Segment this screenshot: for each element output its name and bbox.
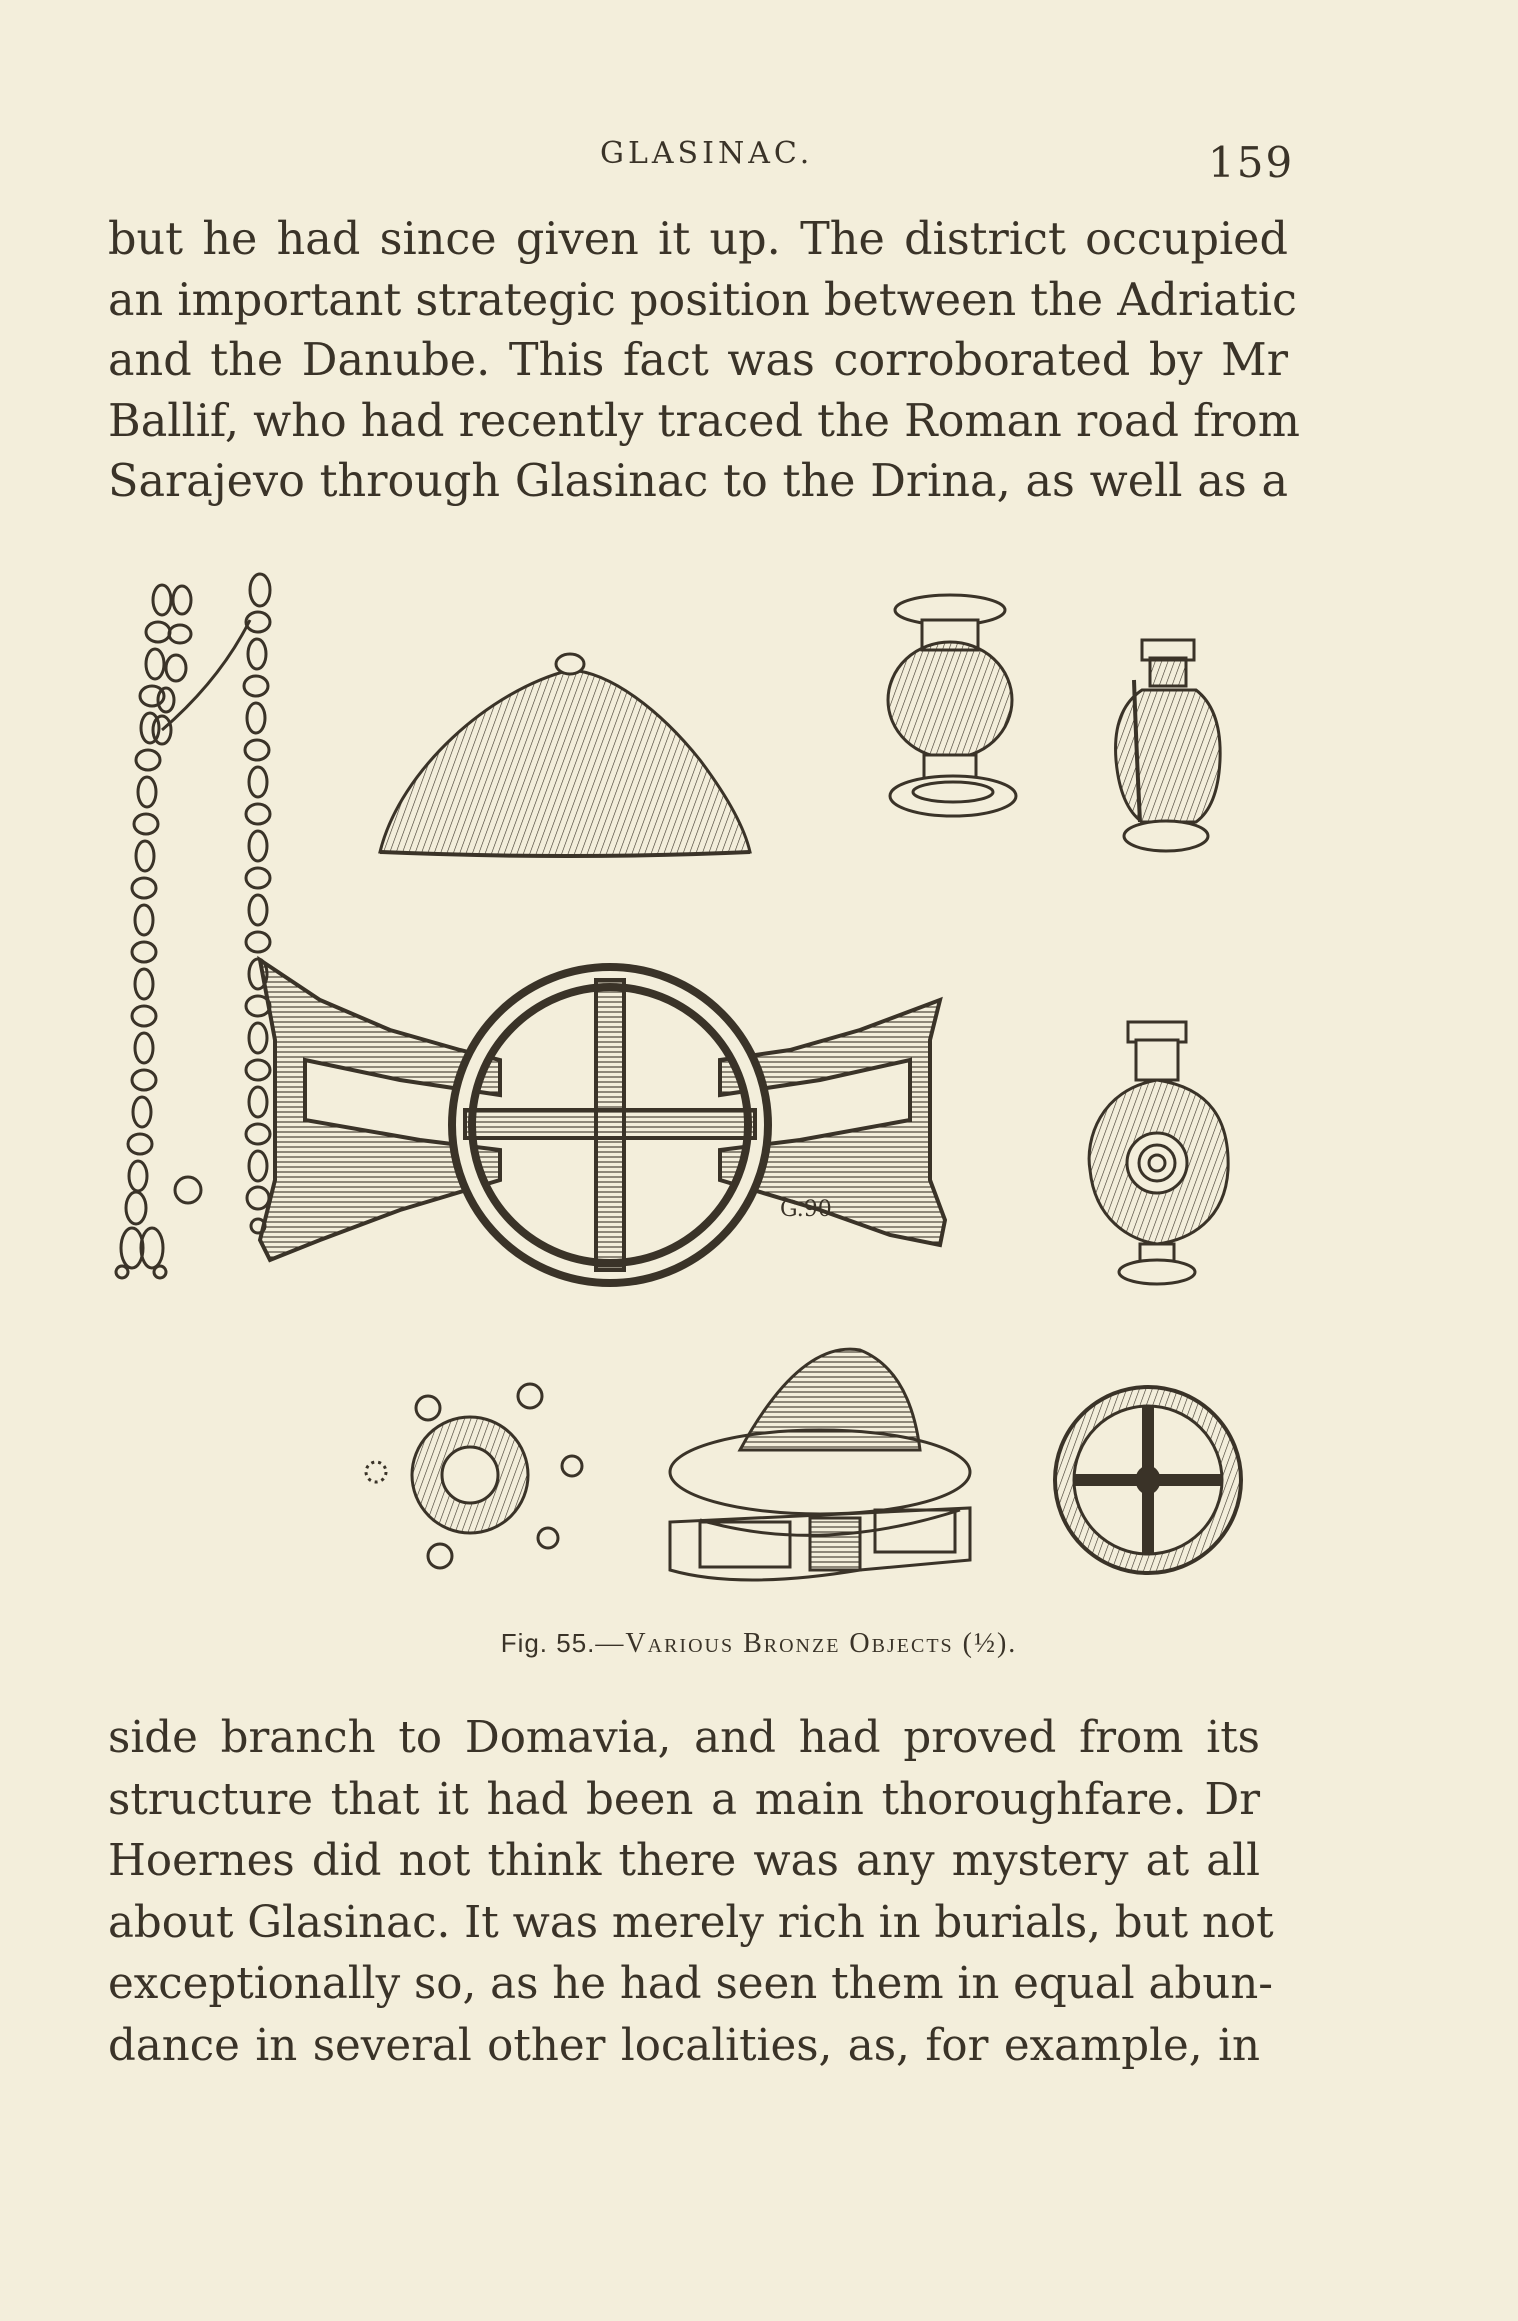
text-line: about Glasinac. It was merely rich in burials, but not [108, 1897, 1274, 1948]
running-head [0, 128, 1518, 187]
text-line: and the Danube. This fact was corroborated by Mr [108, 335, 1288, 386]
text-line: exceptionally so, as he had seen them in equal abun- [108, 1959, 1273, 2009]
text-line: Sarajevo through Glasinac to the Drina, as well as a [108, 456, 1288, 507]
page-number: 159 [1208, 138, 1295, 187]
chain-pendant-icon [116, 574, 270, 1278]
text-line: side branch to Domavia, and had proved from its [108, 1713, 1260, 1763]
paragraph-top [108, 210, 1300, 513]
figure-label: Fig. 55. [500, 1628, 596, 1658]
text-line: Ballif, who had recently traced the Roman road from [108, 395, 1300, 447]
small-vase-icon [888, 595, 1016, 816]
text-line: an important strategic position between the Adriatic [108, 274, 1297, 326]
artist-mark: G.90 [780, 1197, 832, 1222]
spiked-ring-icon [366, 1384, 582, 1568]
round-flask-icon [1089, 1022, 1228, 1284]
figure-caption [0, 1628, 1518, 1660]
wheel-frame-ornament-icon [260, 960, 945, 1273]
paragraph-bottom [108, 1708, 1274, 2077]
bronze-objects-illustration [100, 560, 1300, 1610]
wheel-icon [1055, 1387, 1241, 1573]
figure-caption-text: —Various Bronze Objects (½). [595, 1628, 1018, 1659]
stepped-boss-icon [670, 1349, 970, 1580]
flask-icon [1116, 640, 1221, 851]
text-line: structure that it had been a main thoroughfare. Dr [108, 1774, 1260, 1825]
conical-cap-icon [380, 654, 750, 856]
running-title: GLASINAC. [600, 136, 814, 171]
text-line: but he had since given it up. The district occupied [108, 214, 1288, 265]
text-line: dance in several other localities, as, for example, in [108, 2020, 1260, 2071]
text-line: Hoernes did not think there was any mystery at all [108, 1836, 1260, 1886]
